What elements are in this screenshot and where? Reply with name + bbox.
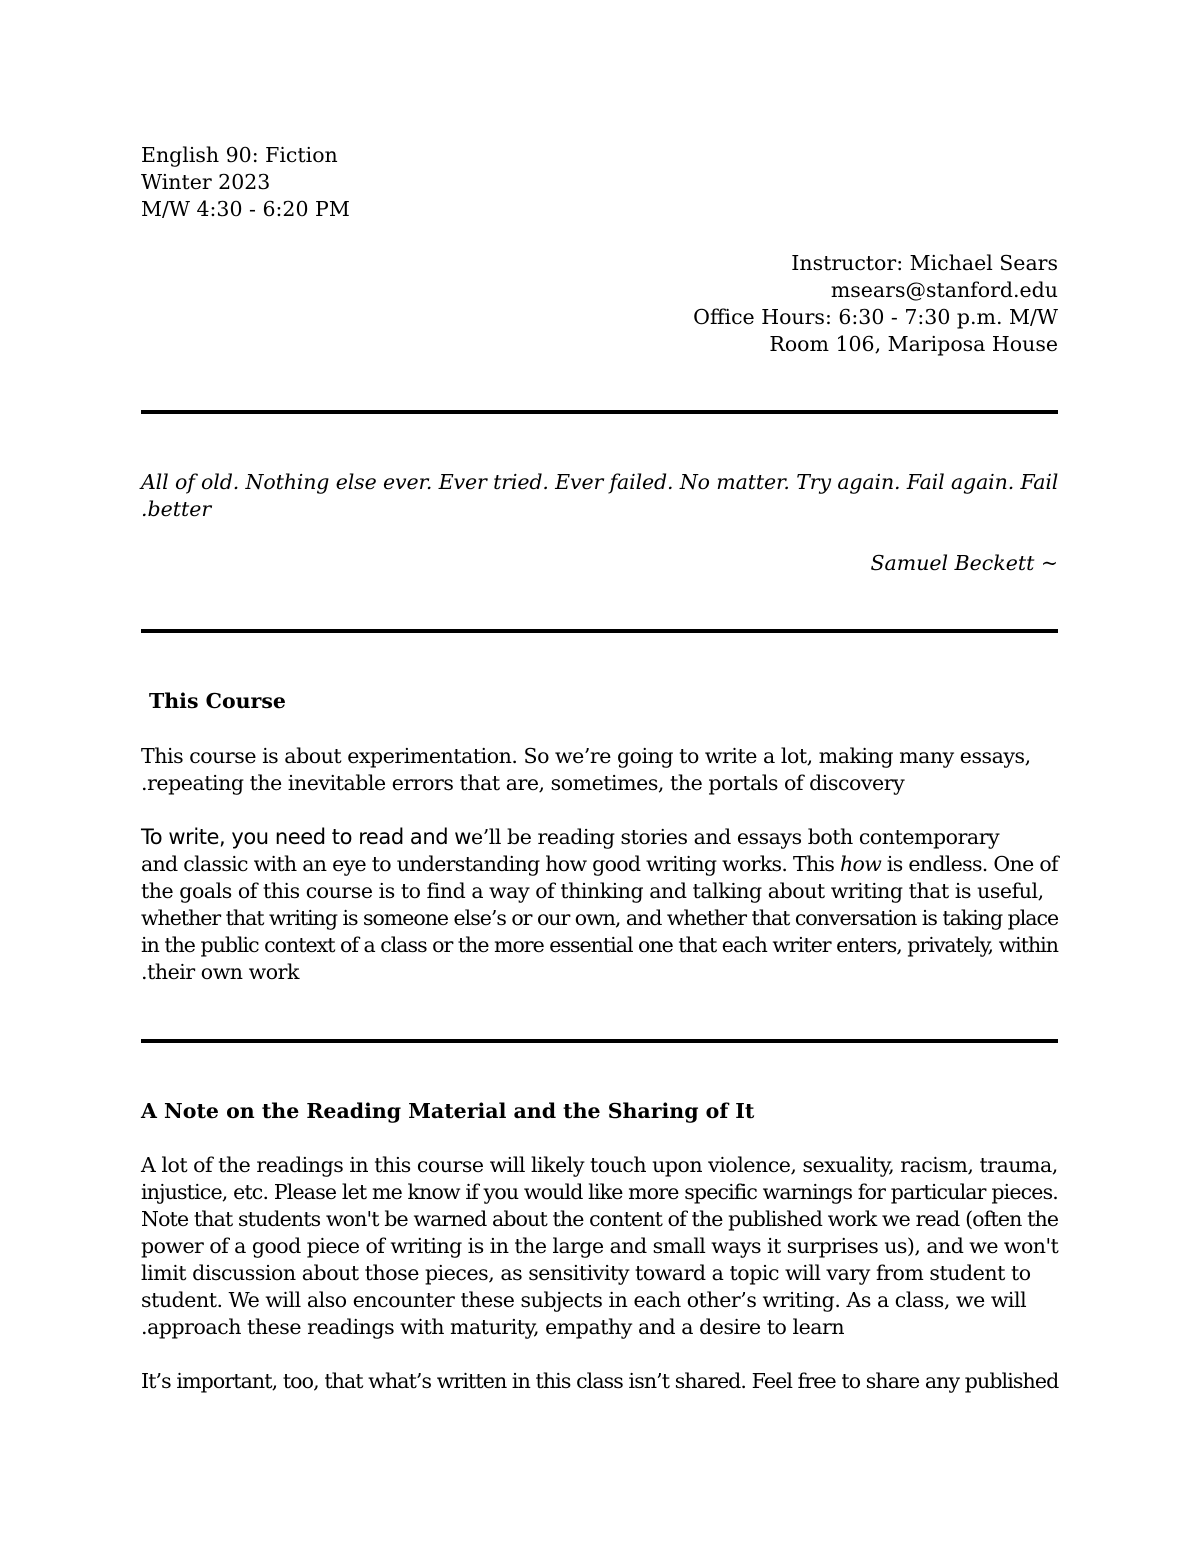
quote-line: .better bbox=[141, 497, 212, 521]
note-paragraph-1 bbox=[141, 1152, 1058, 1341]
divider bbox=[141, 410, 1058, 414]
paragraph-line: power of a good piece of writing is in the large and small ways it surprises us), and we won't bbox=[141, 1234, 1059, 1258]
emphasis-text: how bbox=[840, 852, 882, 876]
paragraph-line: the goals of this course is to find a way of thinking and talking about writing that is useful, bbox=[141, 879, 1044, 903]
paragraph-line: Note that students won't be warned about the content of the published work we read (often the bbox=[141, 1207, 1059, 1231]
paragraph-line bbox=[141, 851, 1058, 878]
paragraph-text: is endless. One of bbox=[881, 852, 1058, 876]
course-title: English 90: Fiction bbox=[141, 143, 338, 167]
section-heading bbox=[141, 1098, 1058, 1125]
divider bbox=[141, 629, 1058, 633]
paragraph-line: .their own work bbox=[141, 960, 299, 984]
course-schedule: M/W 4:30 - 6:20 PM bbox=[141, 197, 350, 221]
paragraph-line: in the public context of a class or the more essential one that each writer enters, privately, within bbox=[141, 933, 1058, 957]
instructor-info bbox=[141, 250, 1058, 358]
paragraph-line: .repeating the inevitable errors that are, sometimes, the portals of discovery bbox=[141, 771, 905, 795]
quote-line: All of old. Nothing else ever. Ever tried. Ever failed. No matter. Try again. Fail again. Fail bbox=[141, 470, 1059, 494]
course-paragraph-2 bbox=[141, 824, 1058, 986]
section-heading bbox=[149, 688, 1066, 715]
attribution-text: Samuel Beckett ~ bbox=[870, 551, 1058, 575]
paragraph-line bbox=[141, 824, 1058, 851]
section-heading-text: A Note on the Reading Material and the Sharing of It bbox=[141, 1099, 755, 1123]
paragraph-line: .approach these readings with maturity, empathy and a desire to learn bbox=[141, 1315, 845, 1339]
office-hours: Office Hours: 6:30 - 7:30 p.m. M/W bbox=[693, 305, 1058, 329]
paragraph-text: and classic with an eye to understanding how good writing works. This bbox=[141, 852, 841, 876]
quote-attribution bbox=[141, 550, 1058, 577]
instructor-email: msears@stanford.edu bbox=[830, 278, 1058, 302]
paragraph-line: injustice, etc. Please let me know if you would like more specific warnings for particular pieces. bbox=[141, 1180, 1058, 1204]
paragraph-line: This course is about experimentation. So we’re going to write a lot, making many essays, bbox=[141, 744, 1031, 768]
paragraph-line: limit discussion about those pieces, as sensitivity toward a topic will vary from student to bbox=[141, 1261, 1031, 1285]
paragraph-line: A lot of the readings in this course will likely touch upon violence, sexuality, racism, trauma, bbox=[141, 1153, 1058, 1177]
epigraph-quote bbox=[141, 469, 1058, 523]
office-room: Room 106, Mariposa House bbox=[769, 332, 1058, 356]
paragraph-line: It’s important, too, that what’s written in this class isn’t shared. Feel free to share any published bbox=[141, 1369, 1059, 1393]
instructor-name: Instructor: Michael Sears bbox=[791, 251, 1058, 275]
course-paragraph-1 bbox=[141, 743, 1058, 797]
course-term: Winter 2023 bbox=[141, 170, 271, 194]
course-header bbox=[141, 142, 1058, 223]
section-heading-text: This Course bbox=[149, 689, 286, 713]
paragraph-line: student. We will also encounter these subjects in each other’s writing. As a class, we will bbox=[141, 1288, 1027, 1312]
paragraph-text: e’ll be reading stories and essays both contemporary bbox=[471, 825, 1000, 849]
note-paragraph-2 bbox=[141, 1368, 1058, 1395]
paragraph-lead-text: To write, you need to read and w bbox=[141, 825, 472, 849]
divider bbox=[141, 1039, 1058, 1043]
paragraph-line: whether that writing is someone else’s or our own, and whether that conversation is taking place bbox=[141, 906, 1059, 930]
